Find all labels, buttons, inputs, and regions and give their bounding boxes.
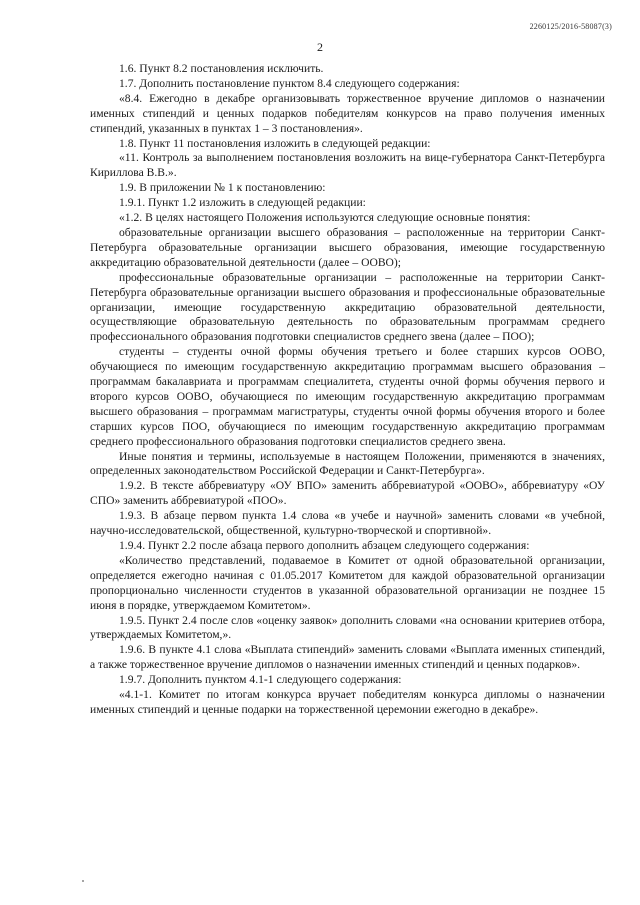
paragraph: 1.9.3. В абзаце первом пункта 1.4 слова «в учебе и научной» заменить словами «в учебной, научно-исследовательской, общественной, культурно-творческой и спортивной». — [90, 509, 605, 538]
paragraph: 1.9.2. В тексте аббревиатуру «ОУ ВПО» заменить аббревиатурой «ООВО», аббревиатуру «ОУ СПО» заменить аббревиатурой «ПОО». — [90, 479, 605, 508]
paragraph: «1.2. В целях настоящего Положения используются следующие основные понятия: — [119, 211, 531, 225]
document-code: 2260125/2016-58087(3) — [529, 22, 612, 31]
paragraph: образовательные организации высшего образования – расположенные на территории Санкт-Петербурга образовательные организации высшего образования, имеющие государственную аккредитацию образовательной деятельности (далее – ООВО); — [90, 225, 605, 269]
paragraph: «11. Контроль за выполнением постановления возложить на вице-губернатора Санкт-Петербурга Кириллова В.В.». — [90, 151, 605, 180]
paragraph: 1.9.1. Пункт 1.2 изложить в следующей редакции: — [119, 196, 366, 210]
paragraph: 1.9.4. Пункт 2.2 после абзаца первого дополнить абзацем следующего содержания: — [119, 539, 530, 552]
paragraph: 1.8. Пункт 11 постановления изложить в следующей редакции: — [119, 136, 431, 150]
paragraph: 1.7. Дополнить постановление пунктом 8.4 следующего содержания: — [119, 76, 460, 90]
paragraph: 1.9. В приложении № 1 к постановлению: — [119, 181, 326, 195]
paragraph: студенты – студенты очной формы обучения третьего и более старших курсов ООВО, обучающиеся по имеющим государственную аккредитацию программам высшего образования – программам бакалавриата и программам специалитета, студенты очной формы обучения первого и второго курсов ООВО, обучающиеся по имеющим государственную аккредитацию программам высшего образования – программам магистратуры, студенты очной формы обучения второго и более старших курсов ПОО, обучающиеся по имеющим государственную аккредитацию программам среднего профессионального образования подготовки специалистов среднего звена. — [90, 345, 605, 448]
paragraph: 1.9.6. В пункте 4.1 слова «Выплата стипендий» заменить словами «Выплата именных стипендий, а также торжественное вручение дипломов о назначении именных стипендий и ценных подарков». — [90, 643, 605, 672]
paragraph: 1.9.7. Дополнить пунктом 4.1-1 следующего содержания: — [119, 673, 402, 687]
paragraph: «8.4. Ежегодно в декабре организовывать торжественное вручение дипломов о назначении именных стипендий и ценных подарков победителям конкурсов на право получения именных стипендий, указанных в пунктах 1 – 3 постановления». — [90, 91, 605, 135]
paragraph: 1.6. Пункт 8.2 постановления исключить. — [119, 62, 324, 75]
paragraph: «4.1-1. Комитет по итогам конкурса вручает победителям конкурса дипломы о назначении именных стипендий и ценные подарки на торжественной церемонии ежегодно в декабре». — [90, 688, 605, 716]
paragraph: Иные понятия и термины, используемые в настоящем Положении, применяются в значениях, определенных законодательством Российской Федерации и Санкт-Петербурга». — [90, 449, 605, 478]
paragraph: профессиональные образовательные организации – расположенные на территории Санкт-Петербурга образовательные организации высшего образования и профессиональные образовательные организации, имеющие государственную аккредитацию образовательной деятельности, осуществляющие образовательную деятельность по образовательным программам среднего профессионального образования подготовки специалистов среднего звена (далее – ПОО); — [90, 270, 605, 344]
page-number: 2 — [317, 40, 323, 54]
paragraph: «Количество представлений, подаваемое в Комитет от одной образовательной организации, определяется ежегодно начиная с 01.05.2017 Комитетом для каждой образовательной организации пропорционально численности студентов в указанной образовательной организации не позднее 15 июня в порядке, утверждаемом Комитетом». — [90, 553, 605, 612]
document-body — [90, 62, 605, 718]
scan-speck — [82, 880, 84, 882]
paragraph: 1.9.5. Пункт 2.4 после слов «оценку заявок» дополнить словами «на основании критериев отбора, утверждаемых Комитетом,». — [90, 613, 605, 642]
